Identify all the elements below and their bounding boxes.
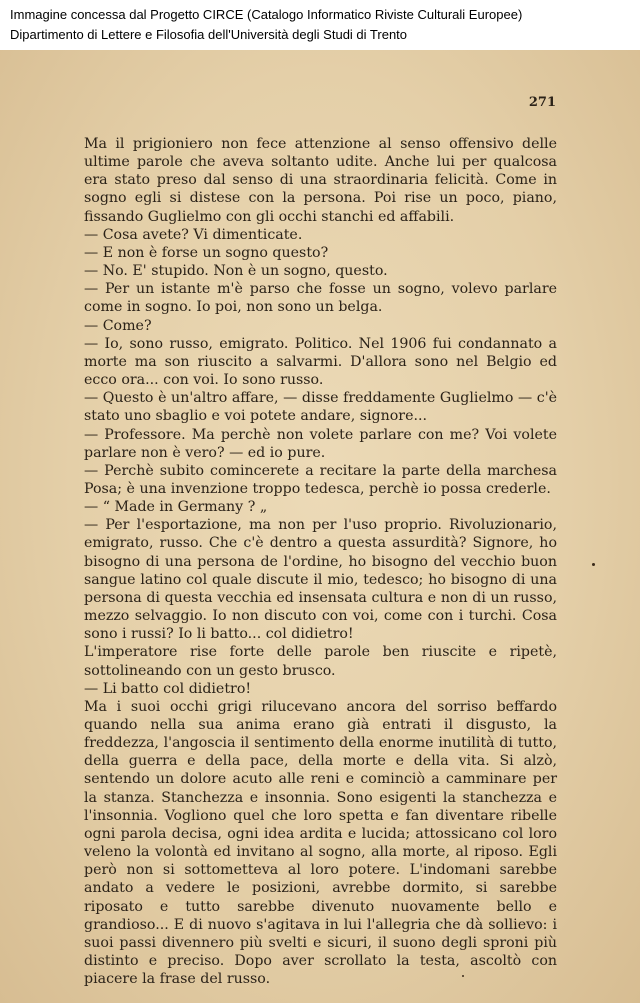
- paragraph: — Per l'esportazione, ma non per l'uso proprio. Rivoluzionario, emigrato, russo. Che c'è dentro a questa assurdità? Signore, ho bisogno di una persona de l'ordine, ho bisogno del vecchio buon sangue latino col quale discute il mio, tedesco; ho bisogno di una persona di questa vecchia ed insensata cultura e non di un russo, mezzo selvaggio. Io non discuto con voi, come con i turchi. Cosa sono i russi? Io li batto... col didietro!: [84, 517, 557, 643]
- paragraph: — Per un istante m'è parso che fosse un sogno, volevo parlare come in sogno. Io poi, non sono un belga.: [84, 281, 557, 316]
- paragraph: — Come?: [84, 317, 152, 334]
- paragraph: — E non è forse un sogno questo?: [84, 244, 329, 261]
- page-number: 271: [528, 95, 556, 110]
- paper-speck: [592, 563, 595, 566]
- source-banner: [0, 0, 640, 50]
- paragraph: — No. E' stupido. Non è un sogno, questo.: [84, 263, 388, 280]
- paper-speck: [462, 975, 464, 977]
- banner-line-2: Dipartimento di Lettere e Filosofia dell'Università degli Studi di Trento: [10, 27, 408, 42]
- paragraph: — Professore. Ma perchè non volete parlare con me? Voi volete parlare non è vero? — ed io pure.: [84, 426, 557, 461]
- paragraph: — Cosa avete? Vi dimenticate.: [84, 226, 303, 243]
- paragraph: — Perchè subito comincerete a recitare la parte della marchesa Posa; è una invenzione troppo tedesca, perchè io possa crederle.: [84, 462, 557, 497]
- paragraph: L'imperatore rise forte delle parole ben riuscite e ripetè, sottolineando con un gesto brusco.: [84, 644, 557, 679]
- paragraph: — Li batto col didietro!: [84, 680, 252, 697]
- paragraph: Ma i suoi occhi grigi rilucevano ancora del sorriso beffardo quando nella sua anima erano già entrati il disgusto, la freddezza, l'angoscia il sentimento della enorme inutilità di tutto, della guerra e della pace, della morte e della vita. Si alzò, sentendo un dolore acuto alle reni e cominciò a camminare per la stanza. Stanchezza e insonnia. Sono esigenti la stanchezza e l'insonnia. Vogliono quel che loro spetta e fan diventare ribelle ogni parola decisa, ogni idea ardita e lucida; attossicano col loro veleno la volontà ed invitano al sogno, alla morte, al riposo. Egli però non si sottometteva al loro potere. L'indomani sarebbe andato a vedere le posizioni, avrebbe dormito, si sarebbe riposato e tutto sarebbe divenuto nuovamente bello e grandioso... E di nuovo s'agitava in lui l'allegria che dà sollievo: i suoi passi divennero più svelti e sicuri, il suono degli sproni più distinto e preciso. Dopo aver scrollato la testa, ascoltò con piacere la frase del russo.: [84, 698, 557, 988]
- paragraph: — Questo è un'altro affare, — disse freddamente Guglielmo — c'è stato uno sbaglio e voi potete andare, signore...: [84, 390, 557, 425]
- paragraph: Ma il prigioniero non fece attenzione al senso offensivo delle ultime parole che aveva soltanto udite. Anche lui per qualcosa era stato preso dal senso di una straordinaria felicità. Come in sogno egli si distese con la persona. Poi rise un poco, piano, fissando Guglielmo con gli occhi stanchi ed affabili.: [84, 136, 557, 225]
- paragraph: — “ Made in Germany ? „: [84, 499, 268, 516]
- body-text: [84, 135, 557, 988]
- paragraph: — Io, sono russo, emigrato. Politico. Nel 1906 fui condannato a morte ma son riuscito a salvarmi. D'allora sono nel Belgio ed ecco ora... con voi. Io sono russo.: [84, 335, 557, 389]
- banner-line-1: Immagine concessa dal Progetto CIRCE (Catalogo Informatico Riviste Culturali Europee): [10, 7, 523, 22]
